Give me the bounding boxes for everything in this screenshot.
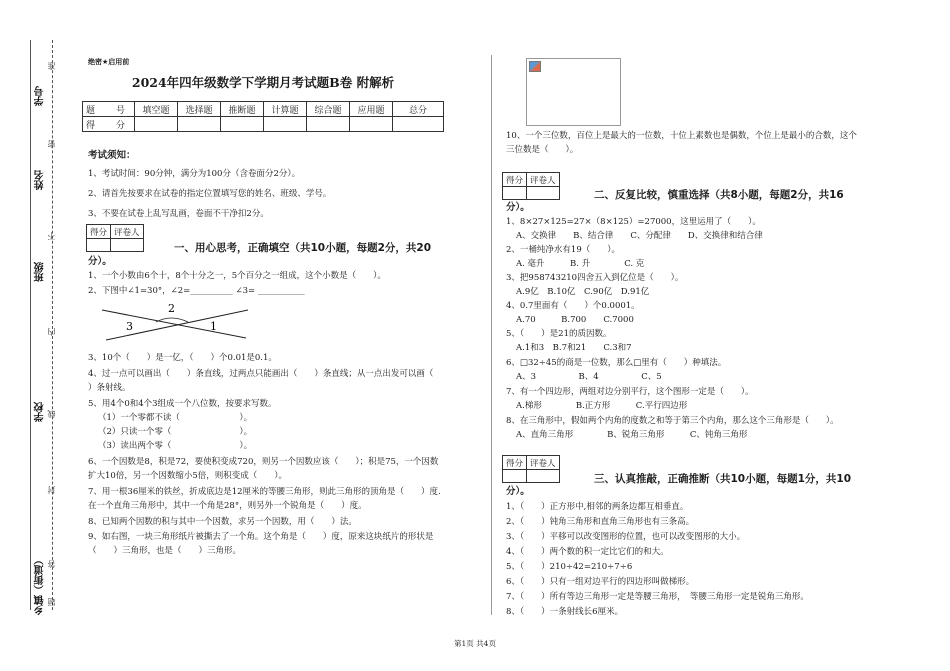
score-cell[interactable] — [178, 117, 221, 132]
grader-label: 评卷人 — [527, 173, 560, 187]
s2-line: 4、0.7里面有（ ）个0.0001。 — [506, 301, 640, 311]
s2-options: A.梯形 B.正方形 C.平行四边形 — [516, 401, 688, 411]
score-table-header-row — [83, 102, 444, 117]
section3-scorebox — [502, 455, 560, 483]
s2-options: A. 毫升 B. 升 C. 克 — [516, 259, 645, 269]
notice-item: 2、请首先按要求在试卷的指定位置填写您的姓名、班级、学号。 — [88, 189, 332, 199]
header-cell: 应用题 — [350, 102, 393, 117]
seal-line — [52, 40, 53, 610]
score-cell-label: 得 分 — [83, 117, 135, 132]
s2-options: A、交换律 B、结合律 C、分配律 D、交换律和结合律 — [516, 231, 763, 241]
score-slot[interactable] — [503, 470, 527, 483]
section2-scorebox — [502, 172, 560, 200]
s3-item: 7、（ ）所有等边三角形一定是等腰三角形， 等腰三角形一定是锐角三角形。 — [506, 592, 809, 602]
notice-heading: 考试须知： — [88, 150, 136, 161]
question-9-cont: （ ）三角形，也是（ ）三角形。 — [88, 546, 242, 556]
s3-item: 6、（ ）只有一组对边平行的四边形叫做梯形。 — [506, 577, 695, 587]
page-footer: 第1页 共4页 — [454, 639, 496, 648]
header-cell: 推断题 — [221, 102, 264, 117]
header-cell: 总分 — [393, 102, 444, 117]
question-7-cont: 在一个直角三角形中，其中一个角是28°，则另外一个锐角是（ ）度。 — [88, 501, 367, 511]
cut-word: 答 — [47, 560, 56, 568]
notice-item: 3、不要在试卷上乱写乱画，卷面不干净扣2分。 — [88, 209, 269, 219]
secret-mark: 绝密★启用前 — [88, 58, 130, 66]
score-label: 得分 — [503, 456, 527, 470]
header-cell: 填空题 — [135, 102, 178, 117]
question-6: 6、一个因数是8，积是72，要使积变成720，则另一个因数应该（ ）；积是75，一个因数 — [88, 457, 439, 467]
s2-line: 2、一桶纯净水有19（ ）。 — [506, 245, 620, 255]
cut-word: 题 — [47, 598, 56, 606]
section1-title: 一、用心思考，正确填空（共10小题，每题2分，共20 — [174, 242, 432, 254]
s2-options: A、直角三角形 B、锐角三角形 C、钝角三角形 — [516, 430, 748, 440]
question-6-cont: 扩大10倍，另一个因数缩小5倍，则积变成（ ）。 — [88, 471, 287, 481]
s2-line: 8、在三角形中，假如两个内角的度数之和等于第三个内角，那么这个三角形是（ ）。 — [506, 416, 839, 426]
grader-label: 评卷人 — [111, 225, 144, 239]
score-label: 得分 — [87, 225, 111, 239]
question-4: 4、过一点可以画出（ ）条直线，过两点只能画出（ ）条直线；从一点出发可以画（ — [88, 369, 451, 379]
score-cell[interactable] — [350, 117, 393, 132]
s3-item: 5、（ ）210÷42=210÷7÷6 — [506, 562, 633, 572]
score-table-score-row — [83, 117, 444, 132]
cut-word: 不 — [47, 232, 56, 240]
cut-word: 线 — [47, 410, 56, 418]
question-10-cont: 三位数是（ ）。 — [506, 145, 579, 155]
s2-line: 5、（ ）是21的质因数。 — [506, 329, 612, 339]
question-1: 1、一个小数由6个十，8个十分之一，5个百分之一组成，这个小数是（ ）。 — [88, 271, 386, 281]
grader-label: 评卷人 — [527, 456, 560, 470]
question-3: 3、10个（ ）是一亿，（ ）个0.01是0.1。 — [88, 353, 277, 363]
angle-label-1: 1 — [210, 320, 217, 333]
torn-triangle-image — [526, 58, 621, 126]
score-table — [82, 101, 444, 132]
s2-line: 3、把958743210四舍五入到亿位是（ ）。 — [506, 273, 684, 283]
section1-scorebox — [86, 224, 144, 252]
cut-word: 准 — [47, 62, 56, 70]
question-9: 9、如右图，一块三角形纸片被撕去了一个角。这个角是（ ）度，原来这块纸片的形状是 — [88, 532, 434, 542]
page-title: 2024年四年级数学下学期月考试题B卷 附解析 — [131, 75, 395, 90]
s3-item: 3、（ ）平移可以改变图形的位置，也可以改变图形的大小。 — [506, 532, 746, 542]
grader-slot[interactable] — [527, 470, 560, 483]
angle-label-3: 3 — [126, 320, 133, 333]
school-label: 学校 — [35, 402, 46, 422]
question-10: 10、一个三位数，百位上是最大的一位数，十位上素数也是偶数，个位上是最小的合数，这个 — [506, 131, 857, 141]
score-label: 得分 — [503, 173, 527, 187]
header-cell: 综合题 — [307, 102, 350, 117]
s3-item: 1、（ ）正方形中,相邻的两条边都互相垂直。 — [506, 502, 689, 512]
column-divider — [491, 55, 492, 615]
s2-options: A、3 B、4 C、5 — [516, 372, 662, 382]
score-slot[interactable] — [503, 187, 527, 200]
notice-item: 1、考试时间：90分钟，满分为100分（含卷面分2分）。 — [88, 169, 301, 179]
binding-line — [30, 40, 31, 610]
grader-slot[interactable] — [111, 239, 144, 252]
name-label: 姓名 — [35, 170, 46, 190]
question-7: 7、用一根36厘米的铁丝，折成底边是12厘米的等腰三角形，则此三角形的顶角是（ ）度. — [88, 487, 441, 497]
section3-title-tail: 分）。 — [506, 486, 530, 497]
section3-title: 三、认真推敲，正确推断（共10小题，每题1分，共10 — [594, 473, 852, 485]
angle-label-2: 2 — [168, 302, 175, 315]
question-8: 8、已知两个因数的积与其中一个因数，求另一个因数，用（ ）法。 — [88, 517, 357, 527]
grader-slot[interactable] — [527, 187, 560, 200]
question-5: 5、用4个0和4个3组成一个八位数，按要求写数。 — [88, 399, 277, 409]
s2-options: A.70 B.700 C.7000 — [516, 315, 634, 325]
cut-word: 密 — [47, 140, 56, 148]
section2-title-tail: 分）。 — [506, 202, 530, 213]
s3-item: 4、（ ）两个数的积一定比它们的和大。 — [506, 547, 669, 557]
s2-line: 6、□32÷45的商是一位数，那么□里有（ ）种填法。 — [506, 358, 727, 368]
township-label: 乡镇（街道） — [35, 555, 46, 615]
header-cell: 计算题 — [264, 102, 307, 117]
s2-line: 1、8×27×125=27×（8×125）=27000，这里运用了（ ）。 — [506, 217, 761, 227]
header-cell: 题 号 — [83, 102, 135, 117]
question-2: 2、下图中∠1=30°，∠2=__________ ∠3= ___________ — [88, 286, 305, 296]
s3-item: 2、（ ）钝角三角形和直角三角形也有三条高。 — [506, 517, 695, 527]
question-5-3: （3）读出两个零（ ）。 — [98, 441, 253, 451]
score-cell[interactable] — [307, 117, 350, 132]
question-5-1: （1）一个零都不读（ ）。 — [98, 413, 253, 423]
s2-line: 7、有一个四边形，两组对边分别平行，这个图形一定是（ ）。 — [506, 387, 754, 397]
question-5-2: （2）只读一个零（ ）。 — [98, 427, 253, 437]
section1-title-tail: 分）。 — [88, 256, 112, 267]
score-cell[interactable] — [393, 117, 444, 132]
s3-item: 8、（ ）一条射线长6厘米。 — [506, 607, 624, 617]
s2-options: A.1和3 B.7和21 C.3和7 — [516, 343, 632, 353]
question-4-cont: ）条射线。 — [88, 383, 131, 393]
score-cell[interactable] — [135, 117, 178, 132]
score-slot[interactable] — [87, 239, 111, 252]
student-id-label: 学号 — [35, 86, 46, 106]
class-label: 班级 — [35, 262, 46, 282]
score-cell[interactable] — [264, 117, 307, 132]
header-cell: 选择题 — [178, 102, 221, 117]
section2-title: 二、反复比较，慎重选择（共8小题，每题2分，共16 — [594, 189, 844, 201]
cut-word: 封 — [47, 486, 56, 494]
s2-options: A.9亿 B.10亿 C.90亿 D.91亿 — [516, 287, 650, 297]
cut-word: 内 — [47, 328, 56, 336]
broken-image-icon — [529, 61, 541, 72]
score-cell[interactable] — [221, 117, 264, 132]
angle-figure — [96, 300, 256, 345]
